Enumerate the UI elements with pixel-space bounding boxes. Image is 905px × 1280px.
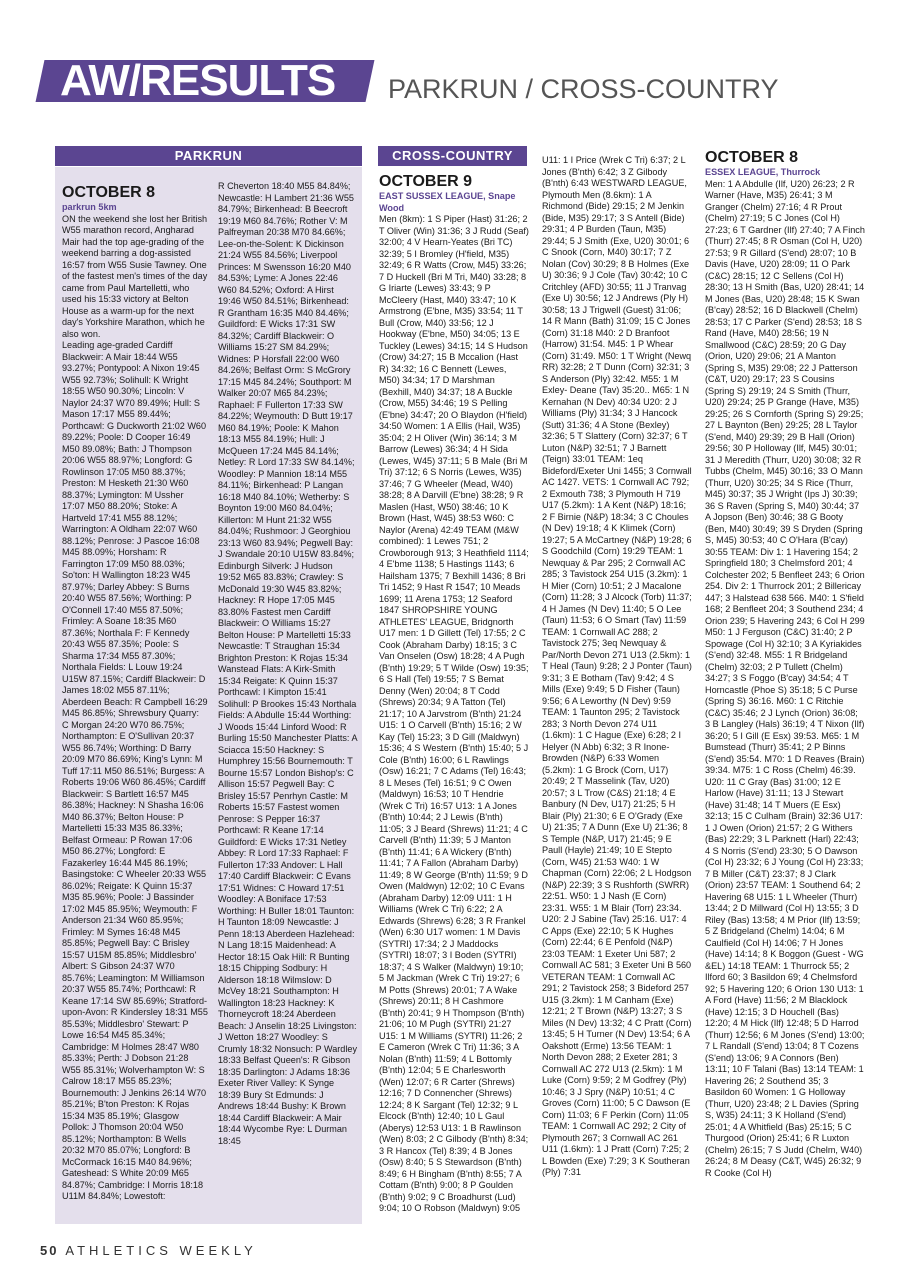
parkrun-subheading: parkrun 5km <box>62 202 117 212</box>
parkrun-date: OCTOBER 8 <box>62 184 156 201</box>
parkrun-label: PARKRUN <box>55 146 362 166</box>
cross-country-label: CROSS-COUNTRY <box>378 146 527 166</box>
xc-date-oct8: OCTOBER 8 <box>705 149 799 166</box>
cross-country-column-1 <box>379 172 529 1232</box>
section-title: PARKRUN / CROSS-COUNTRY <box>388 74 779 104</box>
parkrun-results-1: Leading age-graded Cardiff Blackweir: A Mair 18:44 W55 93.27%; Pontypool: A Nixon 19:45 W55 92.73%; Solihull: K Wright 18:55 W50 90.30%; Lincoln: V Naylor 24:37 W70 89.49%; Hull: S Mason 17:17 M55 89.44%; Porthcawl: G Duckworth 21:02 W60 89.22%; Poole: D Cooper 16:49 M50 89.08%; Bath: J Thompson 20:06 W55 88.97%; Longford: G Rowlinson 17:05 M50 88.37%; Preston: M Hesketh 21:30 W60 88.37%; Lymington: M Ussher 17:07 M50 88.20%; Stoke: A Hartveld 17:41 M55 88.12%; Warrington: A Oldham 22:07 W60 88.12%; Penrose: J Pascoe 16:08 M45 88.09%; Horsham: R Farrington 17:09 M50 88.03%; So'ton: H Wallington 18:23 W45 87.97%; Darley Abbey: S Burns 20:40 W55 87.56%; Worthing: P O'Connell 17:40 M55 87.50%; Frimley: A Soane 18:35 M60 87.36%; Northala F: F Kennedy 20:43 W55 87.35%; Poole: S Sharma 17:34 M55 87.30%; Northala Fields: L Louw 19:24 U15W 87.15%; Cardiff Blackweir: D James 18:02 M55 87.11%; Aberdeen Beach: R Campbell 16:29 M45 86.85%; Shrewsbury Quarry: C Morgan 24:20 W70 86.75%; Northampton: E O'Sullivan 20:37 W55 86.74%; Worthing: D Barry 20:09 M70 86.69%; King's Lynn: M Tuff 17:11 M50 86.51%; Burgess: A Roberts 19:06 W60 86.45%; Cardiff Blackweir: S Bartlett 16:57 M45 86.38%; Hackney: N Shasha 16:06 M40 86.37%; Belton House: P Martelletti 15:33 M35 86.33%; Belfast Ormeau: P Rowan 17:06 M50 86.27%; Longford: E Fazakerley 16:44 M45 86.19%; Basingstoke: C Wheeler 20:33 W55 86.02%; Reigate: K Quinn 15:37 M35 85.96%; Poole: J Bassinder 17:02 M45 85.95%; Weymouth: F Anderson 21:34 W60 85.95%; Frimley: M Symes 16:48 M45 85.85%; Pegwell Bay: C Brisley 15:57 U15M 85.85%; Middlesbro' Albert: S Gibson 24:37 W70 85.76%; Leamington: M Williamson 20:37 W55 85.74%; Porthcawl: R Keane 17:14 SW 85.69%; Stratford-upon-Avon: R Kindersley 18:31 M55 85.53%; Middlesbro' Stewart: P Lowe 16:54 M45 85.34%; Cambridge: M Holmes 28:47 W80 85.33%; Perth: J Dobson 21:28 W55 85.31%; Wolverhampton W: S Calrow 18:17 M55 85.23%; Bournemouth: J Jenkins 26:14 W70 85.21%; B'ton Preston: K Rojas 15:34 M35 85.19%; Glasgow Pollok: J Thomson 20:04 W50 85.12%; Northampton: B Wells 20:32 M70 85.07%; Longford: B McCormack 16:15 M40 84.96%; Gateshead: S White 20:09 M65 84.87%; Cambridge: I Morris 18:18 U11M 84.84%; Lowestoft: <box>62 340 208 1201</box>
xc-results-2: U11: 1 I Price (Wrek C Tri) 6:37; 2 L Jones (B'nth) 6:42; 3 Z Gilbody (B'nth) 6:43 WESTWARD LEAGUE, Plymouth Men (8.6km): 1 A Richmond (Bide) 29:15; 2 M Jenkin (Bide, M35) 29:17; 3 S Antell (Bide) 29:31; 4 P Burden (Taun, M35) 29:44; 5 J Smith (Exe, U20) 30:01; 6 C Snook (Corn, M40) 30:17; 7 Z Nolan (Cov) 30:29; 8 B Holmes (Exe U) 30:36; 9 J Cole (Tav) 30:42; 10 C Critchley (AFD) 30:55; 11 J Tranvag (Exe U) 30:56; 12 J Andrews (Ply H) 30:58; 13 J Trigwell (Guest) 31:06; 14 R Mann (Bath) 31:09; 15 C Jones (Corn) 31:18 M40: 2 D Branfoot (Harrow) 31:54. M45: 1 P Whear (Corn) 31:49. M50: 1 T Wright (Newq RR) 32:28; 2 T Dunn (Corn) 32:31; 3 S Anderson (Ply) 32:42. M55: 1 M Exley- Deane (Tav) 35:20.. M65: 1 N Kernahan (N Dev) 40:34 U20: 2 J Williams (Ply) 31:34; 3 J Hancock (Sutt) 31:36; 4 A Stone (Bexley) 32:36; 5 T Slattery (Corn) 32:37; 6 T Luton (N&P) 32:51; 7 J Barnett (Teign) 33:01 TEAM: 1eq Bideford/Exeter Uni 1455; 3 Cornwall AC 1427. VETS: 1 Cornwall AC 792; 2 Exmouth 738; 3 Plymouth H 719 U17 (5.2km): 1 A Kent (N&P) 18:16; 2 F Birnie (N&P) 18:34; 3 C Choules (N Dev) 19:18; 4 K Klimek (Corn) 19:27; 5 A McCartney (N&P) 19:28; 6 S Goodchild (Corn) 19:29 TEAM: 1 Newquay & Par 295; 2 Cornwall AC 285; 3 Tavistock 254 U15 (3.2km): 1 H Mier (Corn) 10:51; 2 J Macalone (Corn) 11:28; 3 J Alcock (Torb) 11:37; 4 H James (N Dev) 11:40; 5 O Lee (Taun) 11:53; 6 O Smart (Tav) 11:59 TEAM: 1 Cornwall AC 288; 2 Tavistock 275; 3eq Newquay & Par/North Devon 271 U13 (2.5km): 1 T Heal (Taun) 9:28; 2 J Ponter (Taun) 9:31; 3 E Botham (Tav) 9:42; 4 S Mills (Exe) 9:49; 5 D Fisher (Taun) 9:56; 6 A Leworthy (N Dev) 9:59 TEAM: 1 Taunton 295; 2 Tavistock 283; 3 North Devon 274 U11 (1.6km): 1 C Hague (Exe) 6:28; 2 I Helyer (N Abb) 6:32; 3 R Inone-Browden (N&P) 6:33 Women (5.2km): 1 G Brock (Corn, U17) 20:49; 2 T Masselink (Tav, U20) 20:57; 3 L Trow (C&S) 21:18; 4 E Banbury (N Dev, U17) 21:25; 5 H Blair (Ply) 21:30; 6 E O'Grady (Exe U) 21:35; 7 A Dunn (Exe U) 21:36; 8 S Temple (N&P, U17) 21:45; 9 E Paull (Hayle) 21:49; 10 E Stepto (Corn, W45) 21:53 W40: 1 W Chapman (Corn) 22:06; 2 L Hodgson (N&P) 22:39; 3 S Rushforth (SWRR) 22:51. W50: 1 J Nash (E Corn) 23:31. W55: 1 M Blair (Torr) 23:34. U20: 2 J Sabine (Tav) 25:16. U17: 4 C Apps (Exe) 22:10; 5 K Hughes (Corn) 22:44; 6 E Penfold (N&P) 23:03 TEAM: 1 Exeter Uni 587; 2 Cornwall AC 581; 3 Exeter Uni B 560 VETERAN TEAM: 1 Cornwall AC 291; 2 Tavistock 258; 3 Bideford 257 U15 (3.2km): 1 M Canham (Exe) 12:21; 2 T Brown (N&P) 13:27; 3 S Miles (N Dev) 13:32; 4 C Pratt (Corn) 13:45; 5 H Turner (N Dev) 13:54; 6 A Oakshott (Erme) 13:56 TEAM: 1 North Devon 288; 2 Exeter 281; 3 Cornwall AC 272 U13 (2.5km): 1 M Luke (Corn) 9:59; 2 M Godfrey (Ply) 10:46; 3 J Spry (N&P) 10:51; 4 C Groves (Corn) 11:00; 5 C Dawson (E Corn) 11:03; 6 F Perkin (Corn) 11:05 TEAM: 1 Cornwall AC 292; 2 City of Plymouth 267; 3 Cornwall AC 261 U11 (1.6km): 1 J Pratt (Corn) 7:25; 2 L Bowden (Exe) 7:29; 3 K Southeran (Ply) 7:31 <box>542 155 692 1177</box>
parkrun-intro: ON the weekend she lost her British W55 marathon record, Angharad Mair had the top age-grading of the weekend barring a dog-assisted 16:57 from W55 Susie Tawney. One of the fastest men's times of the day came from Paul Martelletti, who used his 15:33 victory at Belton House as a warm-up for the next day's Yorkshire Marathon, which he also won. <box>62 213 208 339</box>
publication-name: ATHLETICS WEEKLY <box>65 1243 257 1258</box>
parkrun-results-2: R Cheverton 18:40 M55 84.84%; Newcastle: H Lambert 21:36 W55 84.79%; Birkenhead: B Beecroft 19:19 M60 84.76%; Rother V: M Palfreyman 20:38 M70 84.66%; Lee-on-the-Solent: K Dickinson 21:24 W55 84.56%; Liverpool Princes: M Swensson 16:20 M40 84.53%; Lyme: A Jones 22:46 W60 84.52%; Oxford: A Hirst 19:46 W50 84.51%; Birkenhead: R Grantham 16:35 M40 84.46%; Guildford: E Wicks 17:31 SW 84.32%; Cardiff Blackweir: O Williams 15:27 SM 84.29%; Widnes: P Horsfall 22:00 W60 84.26%; Belfast Orm: S McGrory 17:15 M45 84.24%; Southport: M Walker 20:07 M65 84.23%; Raphael: F Fullerton 17:33 SW 84.22%; Weymouth: D Butt 19:17 M60 84.19%; Poole: K Mahon 18:13 M55 84.19%; Hull: J McQueen 17:24 M45 84.14%; Netley: R Lord 17:33 SW 84.14%; Woodley: P Mannion 18:14 M55 84.11%; Birkenhead: P Langan 16:18 M40 84.10%; Wetherby: S Boynton 19:00 M60 84.04%; Killerton: M Hunt 21:32 W55 84.04%; Rushmoor: J Georghiou 23:13 W60 83.94%; Pegwell Bay: J Swandale 20:10 U15W 83.84%; Edinburgh Silverk: J Hudson 19:52 M65 83.83%; Crawley: S McDonald 19:30 W45 83.82%; Hackney: R Hope 17:05 M45 83.80% Fastest men Cardiff Blackweir: O Williams 15:27 Belton House: P Martelletti 15:33 Newcastle: T Straughan 15:34 Brighton Preston: K Rojas 15:34 Wanstead Flats: A Kirk-Smith 15:34 Reigate: K Quinn 15:37 Porthcawl: I Kimpton 15:41 Solihull: P Brookes 15:43 Northala Fields: A Abdulle 15:44 Worthing: J Woods 15:44 Linford Wood: R Burling 15:50 Manchester Platts: A Sciacca 15:50 Hackney: S Humphrey 15:56 Bournemouth: T Bourne 15:57 London Bishop's: C Allison 15:57 Pegwell Bay: C Brisley 15:57 Penrhyn Castle: M Roberts 15:57 Fastest women Penrose: S Pepper 16:37 Porthcawl: R Keane 17:14 Guildford: E Wicks 17:31 Netley Abbey: R Lord 17:33 Raphael: F Fullerton 17:33 Andover: L Hall 17:40 Cardiff Blackweir: C Evans 17:51 Widnes: C Howard 17:51 Woodley: A Boniface 17:53 Worthing: H Buller 18:01 Taunton: H Taunton 18:09 Newcastle: J Penn 18:13 Aberdeen Hazlehead: N Lang 18:15 Maidenhead: A Hector 18:15 Oak Hill: R Bunting 18:15 Chipping Sodbury: H Alderson 18:18 Wilmslow: D McVey 18:21 Southampton: H Wallington 18:23 Hackney: K Thorneycroft 18:24 Aberdeen Beach: J Anselin 18:25 Livingston: J Wetton 18:27 Woodley: S Crumly 18:32 Nonsuch: P Wardley 18:33 Belfast Queen's: R Gibson 18:35 Darlington: J Adams 18:36 Exeter River Valley: K Synge 18:39 Bury St Edmunds: J Andrews 18:44 Bushy: K Brown 18:44 Cardiff Blackweir: A Mair 18:44 Wycombe Rye: L Durman 18:45 <box>218 181 358 1146</box>
xc-results-1: Men (8km): 1 S Piper (Hast) 31:26; 2 T Oliver (Win) 31:36; 3 J Rudd (Seaf) 32:00; 4 V Hearn-Yeates (Bri TC) 32:39; 5 I Bromley (H'field, M35) 32:49; 6 R Watts (Crow, M45) 33:26; 7 D Huckell (Bri M Tri, M40) 33:28; 8 G Iriarte (Lewes) 33:43; 9 P McCleery (Hast, M40) 33:47; 10 K Armstrong (E'bne, M35) 33:54; 11 T Bull (Crow, M40) 33:56; 12 J Hookway (E'bne, M50) 34:05; 13 E Tuckley (Lewes) 34:15; 14 S Hudson (Crow) 34:27; 15 B Mccalion (Hast R) 34:32; 16 C Bennett (Lewes, M50) 34:34; 17 D Marshman (Bexhill, M40) 34:37; 18 A Buckle (Crow, M55) 34:46; 19 S Pelling (E'bne) 34:47; 20 O Blaydon (H'field) 34:50 Women: 1 A Ellis (Hail, W35) 35:04; 2 H Oliver (Win) 36:14; 3 M Barrow (Lewes) 36:34; 4 H Sida (Lewes, W45) 37:11; 5 B Male (Bri M Tri) 37:12; 6 S Norris (Lewes, W35) 37:46; 7 G Wheeler (Mead, W40) 38:28; 8 A Darvill (E'bne) 38:28; 9 R Maslen (Hast, W50) 38:46; 10 K Brown (Hast, W45) 38:53 W60: C Naylor (Arena) 42:49 TEAM (M&W combined): 1 Lewes 751; 2 Crowborough 913; 3 Heathfield 1114; 4 E'bme 1138; 5 Hastings 1143; 6 Hailsham 1375; 7 Bexhill 1436; 8 Bri Tri 1452; 9 Hast R 1547; 10 Meads 1699; 11 Arena 1753; 12 Seaford 1847 SHROPSHIRE YOUNG ATHLETES' LEAGUE, Bridgnorth U17 men: 1 D Gillett (Tel) 17:55; 2 C Cook (Abraham Darby) 18:15; 3 C Van Onselen (Osw) 18:28; 4 A Pugh (B'nth) 19:29; 5 T Wilde (Osw) 19:35; 6 S Hall (Tel) 19:55; 7 S Bemat Denny (Wen) 20:04; 8 T Codd (Shrews) 20:34; 9 A Tatton (Tel) 21:17; 10 A Jarvstrom (B'nth) 21:24 U15: 1 O Carvell (B'nth) 15:16; 2 W Kay (Tel) 15:23; 3 D Gill (Maldwyn) 15:36; 4 S Western (B'nth) 15:40; 5 J Cole (B'nth) 16:00; 6 L Rawlings (Osw) 16:21; 7 C Adams (Tel) 16:43; 8 L Meses (Tel) 16:51; 9 C Owen (Maldwyn) 16:53; 10 T Hendrie (Wrek C Tri) 16:57 U13: 1 A Jones (B'nth) 10:44; 2 J Lewis (B'nth) 11:05; 3 J Beard (Shrews) 11:21; 4 C Carvell (B'nth) 11:39; 5 J Manton (B'nth) 11:41; 6 A Wickery (B'nth) 11:41; 7 A Fallon (Abraham Darby) 11:49; 8 W George (B'nth) 11:59; 9 D Owen (Maldwyn) 12:02; 10 C Evans (Abraham Darby) 12:09 U11: 1 H Williams (Wrek C Tri) 6:22; 2 A Edwards (Shrews) 6:28; 3 R Frankel (Wen) 6:30 U17 women: 1 M Davis (SYTRI) 17:34; 2 J Maddocks (SYTRI) 18:07; 3 I Boden (SYTRI) 18:37; 4 S Walker (Maldwyn) 19:10; 5 M Jackman (Wrek C Tri) 19:27; 6 M Potts (Shrews) 20:01; 7 A Wake (Shrews) 20:11; 8 H Cashmore (B'nth) 20:41; 9 H Thompson (B'nth) 21:06; 10 M Pugh (SYTRI) 21:27 U15: 1 M Williams (SYTRI) 11:26; 2 E Cameron (Wrek C Tri) 11:36; 3 A Nolan (B'nth) 11:59; 4 L Bottomly (B'nth) 12:04; 5 E Charlesworth (Wen) 12:07; 6 R Carter (Shrews) 12:16; 7 D Connencher (Shrews) 12:24; 8 K Sargant (Tel) 12:32; 9 L Elcock (B'nth) 12:40; 10 L Gaul (Aberys) 12:53 U13: 1 B Rawlinson (Wen) 8:03; 2 C Gilbody (B'nth) 8:34; 3 R Hancox (Tel) 8:39; 4 B Jones (Osw) 8:40; 5 S Stewardson (B'nth) 8:49; 6 H Bingham (B'nth) 8:55; 7 A Cottam (B'nth) 9:00; 8 P Goulden (B'nth) 9:02; 9 C Broadhurst (Lud) 9:04; 10 O Robson (Maldwyn) 9:05 <box>379 214 529 1213</box>
xc-date-oct9: OCTOBER 9 <box>379 173 473 190</box>
aw-results-logo: AW/RESULTS <box>60 56 336 105</box>
xc-results-3: Men: 1 A Abdulle (Ilf, U20) 26:23; 2 R Warner (Have, M35) 26:41; 3 M Granger (Chelm) 27:16; 4 R Prout (Chelm) 27:19; 5 C Jones (Col H) 27:23; 6 T Gardner (Ilf) 27:40; 7 A Finch (Thurr) 27:45; 8 R Osman (Col H, U20) 27:53; 9 R Gillard (S'end) 28:07; 10 B Davis (Have, U20) 28:09; 11 O Park (C&C) 28:15; 12 C Sellens (Col H) 28:30; 13 H Smith (Bas, U20) 28:41; 14 M Jones (Bas, U20) 28:48; 15 K Swan (B'cay) 28:52; 16 D Blackwell (Chelm) 28:53; 17 C Parker (S'end) 28:53; 18 S Rand (Have, M40) 28:56; 19 N Smallwood (C&C) 28:59; 20 G Day (Orion, U20) 29:06; 21 A Manton (Spring S, M35) 29:08; 22 J Patterson (C&T, U20) 29:17; 23 S Cousins (Spring S) 29:19; 24 S Smith (Thurr, U20) 29:24; 25 P Grange (Have, M35) 29:25; 26 S Cornforth (Spring S) 29:25; 27 L Baynton (Ben) 29:25; 28 L Taylor (S'end, M40) 29:39; 29 B Hall (Orion) 29:56; 30 P Holloway (Ilf, M45) 30:01; 31 J Meredith (Thurr, U20) 30:08; 32 R Tubbs (Chelm, M45) 30:16; 33 O Mann (Thurr, U20) 30:25; 34 S Rice (Thurr, M45) 30:37; 35 J Wright (Ips J) 30:39; 36 S Raven (Spring S, M40) 30:44; 37 A Jopson (Ben) 30:46; 38 G Booty (Ben, M40) 30:49; 39 S Dryden (Spring S, M45) 30:53; 40 C O'Hara (B'cay) 30:55 TEAM: Div 1: 1 Havering 154; 2 Springfield 180; 3 Chelmsford 201; 4 Colchester 202; 5 Benfleet 243; 6 Orion 254. Div 2: 1 Thurrock 201; 2 Billericay 447; 3 Halstead 638 566. M40: 1 S'field 168; 2 Benfleet 204; 3 Southend 234; 4 Orion 239; 5 Havering 243; 6 Col H 299 M50: 1 J Ferguson (C&C) 31:40; 2 P Spowage (Col H) 32:10; 3 A Kyriakides (S'end) 32:48. M55: 1 R Bridgeland (Chelm) 32:03; 2 P Tullett (Chelm) 34:27; 3 S Foggo (B'cay) 34:54; 4 T Horncastle (Phoe S) 35:18; 5 C Purse (Spring S) 36:16. M60: 1 C Ritchie (C&C) 35:46; 2 J Lynch (Orion) 36:08; 3 B Langley (Hals) 36:19; 4 T Nixon (Ilf) 36:20; 5 I Gill (E Esx) 39:53. M65: 1 M Bumstead (Thurr) 35:41; 2 P Binns (S'end) 35:54. M70: 1 D Reaves (Brain) 39:34. M75: 1 C Ross (Chelm) 46:39. U20: 11 C Gray (Bas) 31:00; 12 E Harlow (Have) 31:11; 13 J Stewart (Have) 31:48; 14 T Muers (E Esx) 32:13; 15 C Culham (Brain) 32:36 U17: 1 J Owen (Orion) 21:57; 2 G Withers (Bas) 22:29; 3 L Parknett (Harl) 22:43; 4 S Norris (S'end) 23:30; 5 O Dawson (Col H) 23:32; 6 J Young (Col H) 23:33; 7 B Miller (C&T) 23:37; 8 J Clark (Orion) 23:57 TEAM: 1 Southend 64; 2 Havering 68 U15: 1 L Wheeler (Thurr) 13:44; 2 D Millward (Col H) 13:55; 3 D Riley (Bas) 13:58; 4 M Prior (Ilf) 13:59; 5 Z Bridgeland (Chelm) 14:04; 6 M Caulfield (Col H) 14:06; 7 H Jones (Have) 14:14; 8 K Boggon (Guest - WG &EL) 14:18 TEAM: 1 Thurrock 55; 2 Ilford 60; 3 Basildon 69; 4 Chelmsford 92; 5 Havering 120; 6 Orion 130 U13: 1 A Ford (Have) 11:56; 2 M Blacklock (Have) 12:15; 3 D Houchell (Bas) 12:20; 4 M Hick (Ilf) 12:48; 5 D Harrod (Thurr) 12:56; 6 M Jones (S'end) 13:00; 7 L Randall (S'end) 13:04; 8 T Cozens (S'end) 13:06; 9 A Connors (Ben) 13:11; 10 F Talani (Bas) 13:14 TEAM: 1 Havering 26; 2 Southend 35; 3 Basildon 60 Women: 1 G Holloway (Thurr, U20) 23:48; 2 L Davies (Spring S, W35) 24:11; 3 K Holland (S'end) 25:01; 4 A Whitfield (Bas) 25:15; 5 C Thurgood (Orion) 25:41; 6 R Luxton (Chelm) 26:15; 7 S Judd (Chelm, W40) 26:24; 8 M Deasy (C&T, W45) 26:32; 9 R Cooke (Col H) <box>705 178 865 1178</box>
parkrun-column-2 <box>218 181 358 1215</box>
page-footer <box>40 1243 257 1258</box>
page-number: 50 <box>40 1243 59 1258</box>
cross-country-column-2 <box>542 155 692 1227</box>
cross-country-column-3 <box>705 148 865 1236</box>
xc-east-sussex-heading: EAST SUSSEX LEAGUE, Snape Wood <box>379 191 516 213</box>
parkrun-column-1 <box>62 183 208 1213</box>
xc-essex-heading: ESSEX LEAGUE, Thurrock <box>705 167 821 177</box>
